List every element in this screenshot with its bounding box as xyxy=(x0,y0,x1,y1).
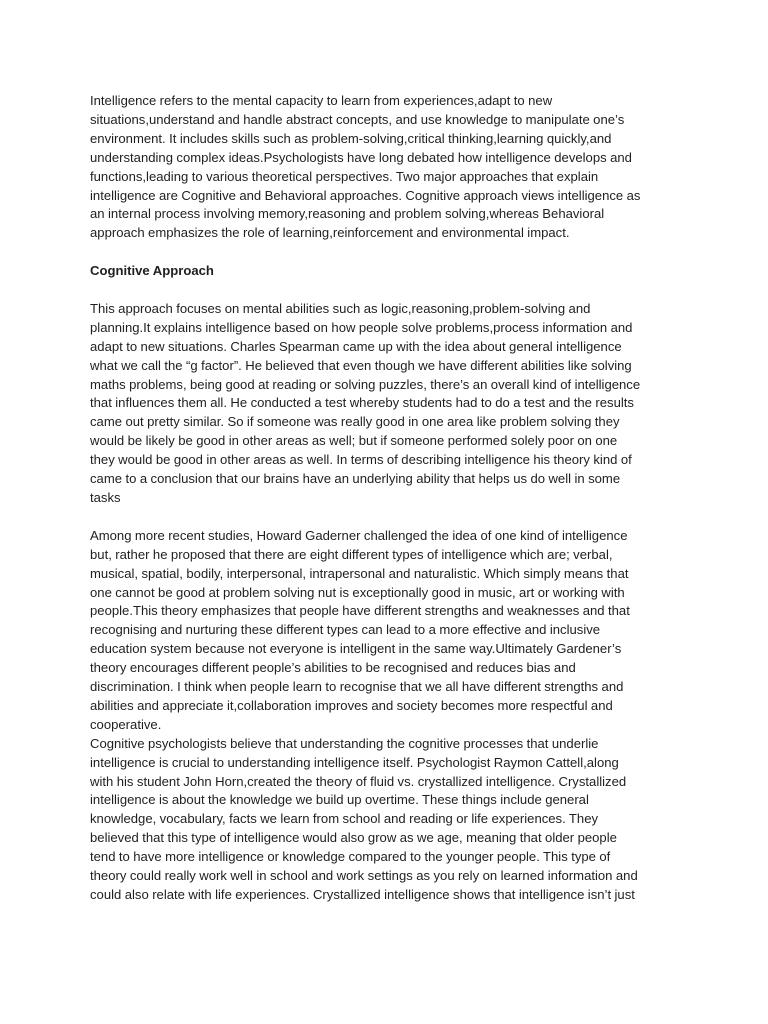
paragraph-spacer xyxy=(90,243,678,262)
document-page xyxy=(90,92,678,905)
paragraph-spacer xyxy=(90,508,678,527)
section-heading: Cognitive Approach xyxy=(90,263,214,279)
cattell-paragraph: Cognitive psychologists believe that understanding the cognitive processes that underlie intelligence is crucial to understanding intelligence itself. Psychologist Raymon Cattell,along with his student John Horn,created the theory of fluid vs. crystallized intelligence. Crystallized intelligence is about the knowledge we build up overtime. These things include general knowledge, vocabulary, facts we learn from school and reading or life experiences. They believed that this type of intelligence would also grow as we age, meaning that older people tend to have more intelligence or knowledge compared to the younger people. This type of theory could really work well in school and work settings as you rely on learned information and could also relate with life experiences. Crystallized intelligence shows that intelligence isn’t just xyxy=(90,735,638,903)
gardner-paragraph: Among more recent studies, Howard Gaderner challenged the idea of one kind of intelligence but, rather he proposed that there are eight different types of intelligence which are; verbal, musical, spatial, bodily, interpersonal, intrapersonal and naturalistic. Which simply means that one cannot be good at problem solving nut is exceptionally good in music, art or working with people.This theory emphasizes that people have different strengths and weaknesses and that recognising and nurturing these different types can lead to a more effective and inclusive education system because not everyone is intelligent in the same way.Ultimately Gardener’s theory encourages different people’s abilities to be recognised and reduces bias and discrimination. I think when people learn to recognise that we all have different strengths and abilities and appreciate it,collaboration improves and society becomes more respectful and cooperative. xyxy=(90,527,630,732)
intro-paragraph: Intelligence refers to the mental capacity to learn from experiences,adapt to new situations,understand and handle abstract concepts, and use knowledge to manipulate one’s environment. It includes skills such as problem-solving,critical thinking,learning quickly,and understanding complex ideas.Psychologists have long debated how intelligence develops and functions,leading to various theoretical perspectives. Two major approaches that explain intelligence are Cognitive and Behavioral approaches. Cognitive approach views intelligence as an internal process involving memory,reasoning and problem solving,whereas Behavioral approach emphasizes the role of learning,reinforcement and environmental impact. xyxy=(90,93,641,241)
spearman-paragraph: This approach focuses on mental abilities such as logic,reasoning,problem-solving and planning.It explains intelligence based on how people solve problems,process information and adapt to new situations. Charles Spearman came up with the idea about general intelligence what we call the “g factor”. He believed that even though we have different abilities like solving maths problems, being good at reading or solving puzzles, there’s an overall kind of intelligence that influences them all. He conducted a test whereby students had to do a test and the results came out pretty similar. So if someone was really good in one area like problem solving they would be likely be good in other areas as well; but if someone performed solely poor on one they would be good in other areas as well. In terms of describing intelligence his theory kind of came to a conclusion that our brains have an underlying ability that helps us do well in some tasks xyxy=(90,300,641,505)
paragraph-spacer xyxy=(90,281,678,300)
